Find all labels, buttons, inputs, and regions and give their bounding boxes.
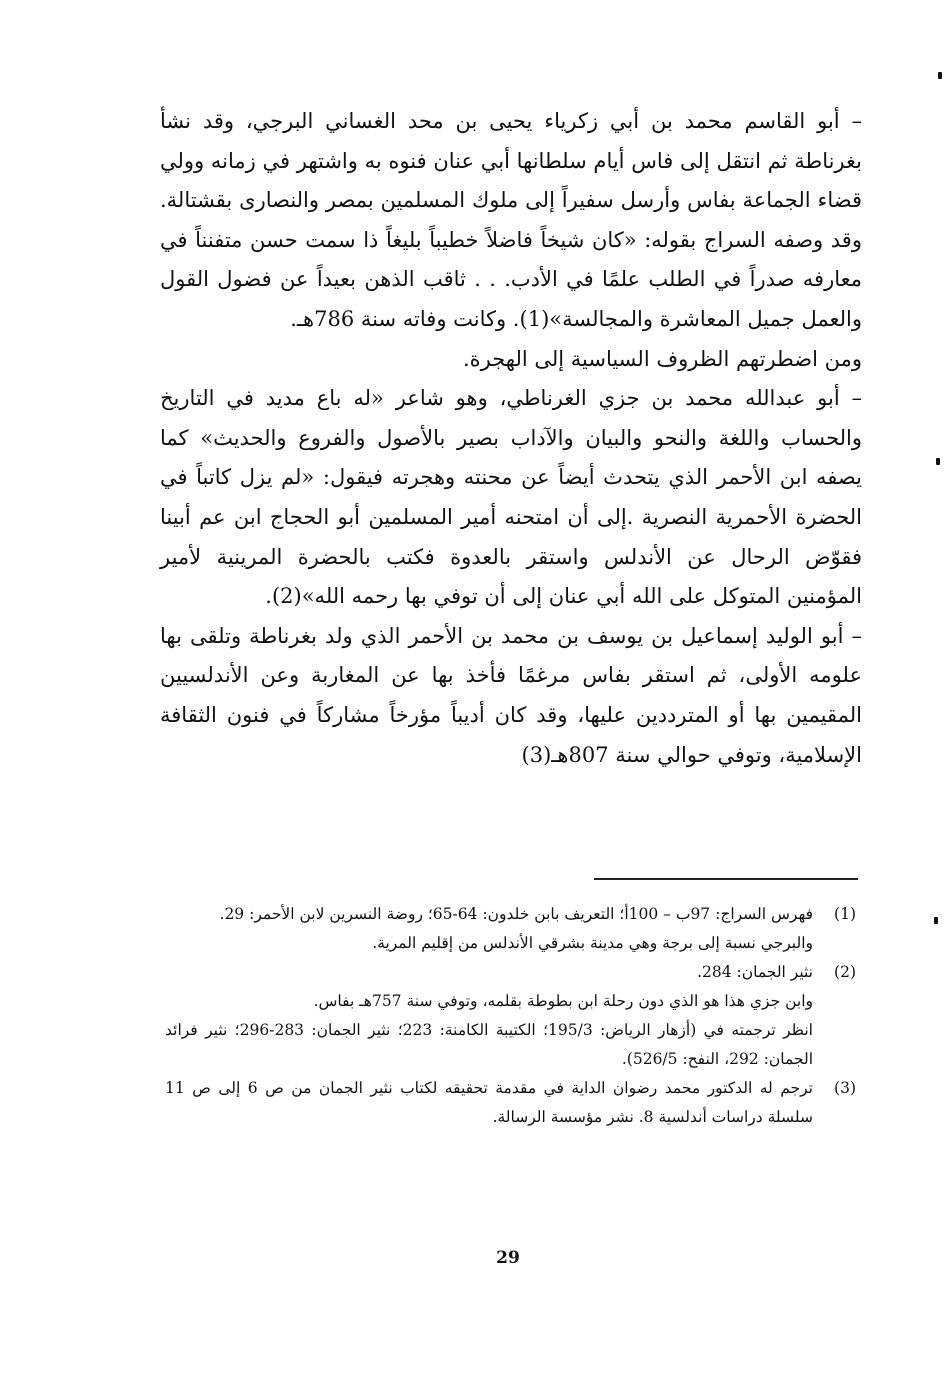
footnote-line: ترجم له الدكتور محمد رضوان الداية في مقدمة تحقيقه لكتاب نثير الجمان من ص 6 إلى ص 11 سلسلة دراسات أندلسية 8. نشر مؤسسة الرسالة. bbox=[165, 1079, 813, 1126]
footnote-number: (1) bbox=[834, 905, 856, 923]
scan-mark bbox=[938, 72, 942, 79]
footnote-line: وابن جزي هذا هو الذي دون رحلة ابن بطوطة بقلمه، وتوفي سنة 757هـ بفاس. bbox=[313, 992, 813, 1010]
paragraph-emigrants-intro: ومن اضطرتهم الظروف السياسية إلى الهجرة. bbox=[462, 346, 862, 371]
footnote-number: (3) bbox=[834, 1079, 856, 1097]
footnote-1 bbox=[165, 900, 865, 958]
footnote-2 bbox=[165, 958, 865, 1074]
footnote-line: فهرس السراج: 97ب – 100أ؛ التعريف بابن خلدون: 64-65؛ روضة النسرين لابن الأحمر: 29. bbox=[219, 905, 813, 923]
footnote-line: نثير الجمان: 284. bbox=[697, 963, 813, 981]
footnote-line: والبرجي نسبة إلى برجة وهي مدينة بشرقي الأندلس من إقليم المرية. bbox=[372, 934, 813, 952]
footnote-3 bbox=[165, 1074, 865, 1132]
scan-mark bbox=[936, 458, 940, 465]
scan-mark bbox=[934, 917, 938, 924]
paragraph-barji: – أبو القاسم محمد بن أبي زكرياء يحيى بن محد الغساني البرجي، وقد نشأ بغرناطة ثم انتقل إلى فاس أيام سلطانها أبي عنان فنوه به واشتهر في زمانه وولي قضاء الجماعة بفاس وأرسل سفيراً إلى ملوك المسلمين بمصر والنصارى بقشتالة. وقد وصفه السراج بقوله: «كان شيخاً فاضلاً خطيباً بليغاً ذا سمت حسن متفنناً في معارفه صدراً في الطلب علمًا في الأدب. . . ثاقب الذهن بعيداً عن فضول القول والعمل جميل المعاشرة والمجالسة»(1). وكانت وفاته سنة 786هـ. bbox=[160, 109, 862, 331]
footnotes bbox=[165, 900, 865, 1132]
footnote-number: (2) bbox=[834, 963, 856, 981]
paragraph-ibn-juzayy: – أبو عبدالله محمد بن جزي الغرناطي، وهو شاعر «له باع مديد في التاريخ والحساب واللغة والنحو والبيان والآداب بصير بالأصول والفروع والحديث» كما يصفه ابن الأحمر الذي يتحدث أيضاً عن محنته وهجرته فيقول: «لم يزل كاتباً في الحضرة الأحمرية النصرية .إلى أن امتحنه أمير المسلمين أبو الحجاج ابن عم أبينا فقوّض الرحال عن الأندلس واستقر بالعدوة فكتب بالحضرة المرينية لأمير المؤمنين المتوكل على الله أبي عنان إلى أن توفي بها رحمه الله»(2). bbox=[160, 386, 862, 609]
footnote-separator bbox=[594, 878, 858, 880]
main-text bbox=[160, 102, 862, 775]
page-number: 29 bbox=[496, 1248, 520, 1268]
footnote-line: انظر ترجمته في (أزهار الرياض: 195/3؛ الكتيبة الكامنة: 223؛ نثير الجمان: 283-296؛ نثير فرائد الجمان: 292، النفح: 526/5). bbox=[165, 1021, 813, 1068]
paragraph-ibn-al-ahmar: – أبو الوليد إسماعيل بن يوسف بن محمد بن الأحمر الذي ولد بغرناطة وتلقى بها علومه الأولى، ثم استقر بفاس مرغمًا فأخذ بها عن المغاربة وعن الأندلسيين المقيمين بها أو المترددين عليها، وقد كان أديباً مؤرخاً مشاركاً في فنون الثقافة الإسلامية، وتوفي حوالي سنة 807هـ(3) bbox=[160, 623, 862, 767]
